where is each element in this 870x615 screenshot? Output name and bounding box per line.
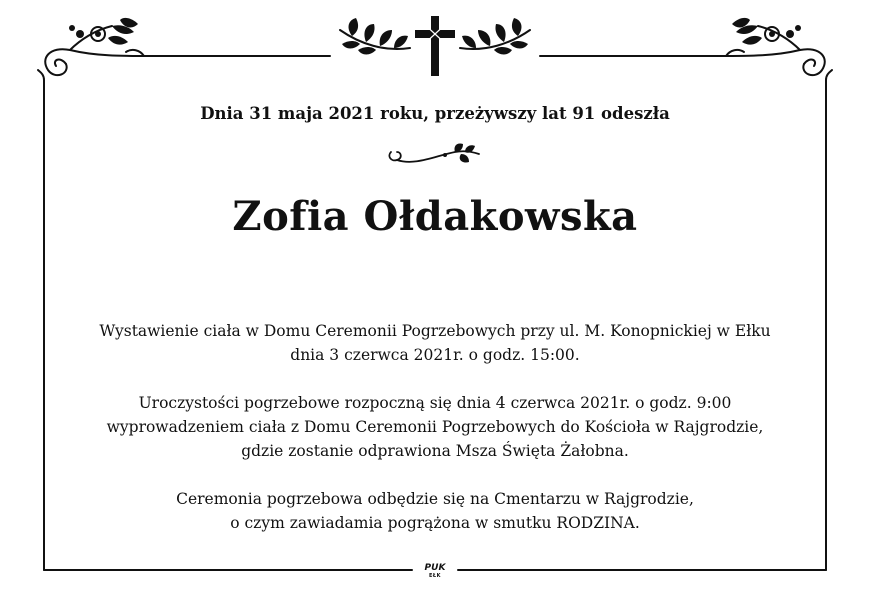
paragraph-line: wyprowadzeniem ciała z Domu Ceremonii Pogrzebowych do Kościoła w Rajgrodzie,	[106, 418, 764, 436]
deceased-name: Zofia Ołdakowska	[232, 193, 638, 240]
paragraph-line: Uroczystości pogrzebowe rozpoczną się dnia 4 czerwca 2021r. o godz. 9:00	[138, 394, 732, 412]
paragraph-burial	[40, 487, 830, 535]
paragraph-ceremony	[40, 391, 830, 463]
leaf-divider-icon	[385, 140, 485, 170]
cross-icon	[415, 16, 455, 76]
laurel-branch-right-icon	[460, 18, 530, 55]
floral-ornament-right-icon	[718, 18, 832, 94]
paragraph-line: Ceremonia pogrzebowa odbędzie się na Cmentarzu w Rajgrodzie,	[176, 490, 694, 508]
paragraph-viewing	[40, 319, 830, 367]
paragraph-line: o czym zawiadamia pogrążona w smutku RODZINA.	[230, 514, 640, 532]
intro-line: Dnia 31 maja 2021 roku, przeżywszy lat 91 odeszła	[200, 104, 670, 123]
floral-ornament-left-icon	[38, 18, 152, 94]
logo-main-text: PUK	[424, 563, 446, 573]
logo-sub-text: EŁK	[428, 573, 441, 579]
paragraph-line: gdzie zostanie odprawiona Msza Święta Żałobna.	[241, 442, 629, 460]
laurel-branch-left-icon	[340, 18, 410, 55]
puk-logo	[419, 563, 451, 583]
paragraph-line: dnia 3 czerwca 2021r. o godz. 15:00.	[290, 346, 580, 364]
paragraph-line: Wystawienie ciała w Domu Ceremonii Pogrzebowych przy ul. M. Konopnickiej w Ełku	[99, 322, 771, 340]
